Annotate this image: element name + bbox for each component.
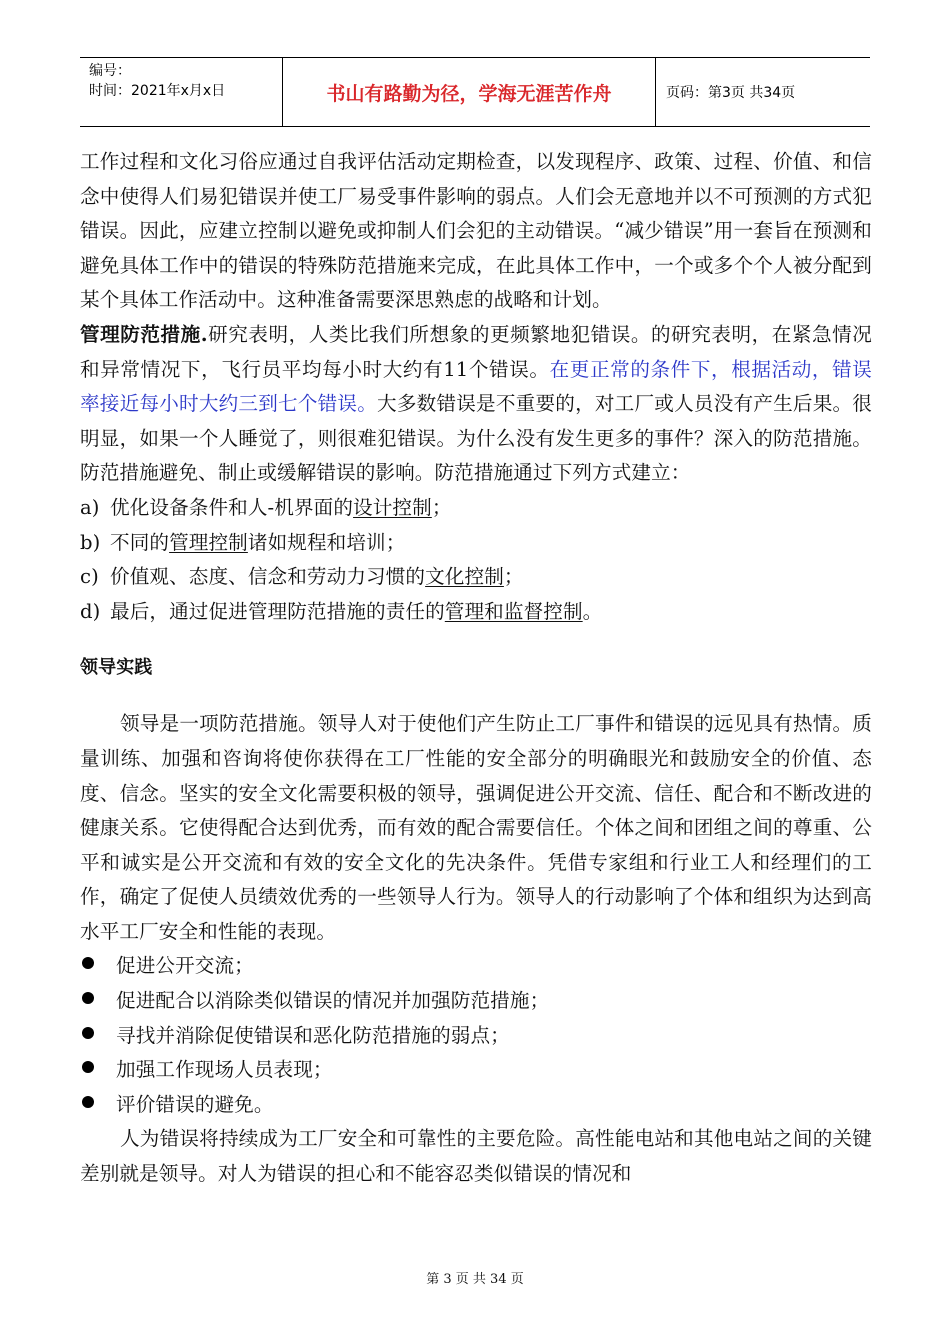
list-text: 优化设备条件和人-机界面的 bbox=[110, 495, 354, 519]
bullet-icon bbox=[82, 1061, 94, 1073]
bullet-item bbox=[80, 1053, 872, 1088]
list-text: 。 bbox=[582, 599, 603, 623]
paragraph-lead-term: 管理防范措施. bbox=[80, 322, 208, 346]
list-marker: a) bbox=[80, 495, 100, 519]
paragraph-self-assessment: 工作过程和文化习俗应通过自我评估活动定期检查，以发现程序、政策、过程、价值、和信念中使得人们易犯错误并使工厂易受事件影响的弱点。人们会无意地并以不可预测的方式犯错误。因此，应建立控制以避免或抑制人们会犯的主动错误。“减少错误”用一套旨在预测和避免具体工作中的错误的特殊防范措施来完成，在此具体工作中，一个或多个个人被分配到某个具体工作活动中。这种准备需要深思熟虑的战略和计划。 bbox=[80, 150, 872, 312]
header-page-number: 页码：第3页 共34页 bbox=[666, 85, 796, 101]
bullet-item bbox=[80, 949, 872, 984]
paragraph-text: 大多数错误是不重要的，对工厂或人员没有产生后果。很明显，如果一个人睡觉了，则很难犯错误。为什么没有发生更多的事件？深入的防范措施。防范措施避免、制止或缓解错误的影响。防范措施通过下列方式建立： bbox=[80, 392, 873, 485]
document-time-label: 时间：2021年x月x日 bbox=[89, 83, 226, 99]
bullet-text: 加强工作现场人员表现； bbox=[116, 1058, 333, 1082]
bullet-text: 寻找并消除促使错误和恶化防范措施的弱点； bbox=[116, 1023, 510, 1047]
list-text: 诸如规程和培训； bbox=[247, 530, 406, 554]
bullet-item bbox=[80, 984, 872, 1019]
bullet-text: 促进公开交流； bbox=[116, 954, 254, 978]
list-marker: d) bbox=[80, 599, 101, 623]
bullet-icon bbox=[82, 992, 94, 1004]
header-meta bbox=[80, 58, 282, 126]
list-marker: b) bbox=[80, 530, 101, 554]
paragraph-text: 研究表明，人类比我们所想象的更频繁地犯错误。的研究表明，在紧急情况和异常情况下，飞行员平均每小时大约有11个错误。 bbox=[80, 322, 872, 381]
list-text: 不同的 bbox=[110, 530, 170, 554]
bullet-text: 促进配合以消除类似错误的情况并加强防范措施； bbox=[116, 989, 550, 1013]
underlined-term: 文化控制 bbox=[425, 565, 504, 589]
list-item bbox=[80, 491, 872, 526]
list-text: 价值观、态度、信念和劳动力习惯的 bbox=[110, 565, 426, 589]
page-header bbox=[80, 57, 870, 127]
bullet-icon bbox=[82, 1027, 94, 1039]
underlined-term: 管理控制 bbox=[169, 530, 248, 554]
bullet-icon bbox=[82, 1096, 94, 1108]
header-motto: 书山有路勤为径，学海无涯苦作舟 bbox=[282, 58, 656, 126]
bullet-text: 评价错误的避免。 bbox=[116, 1092, 274, 1116]
underlined-term: 设计控制 bbox=[353, 495, 432, 519]
underlined-term: 管理和监督控制 bbox=[444, 599, 583, 623]
list-text: ； bbox=[503, 565, 524, 589]
list-text: 最后，通过促进管理防范措施的责任的 bbox=[110, 599, 445, 623]
bullet-icon bbox=[82, 957, 94, 969]
list-item bbox=[80, 560, 872, 595]
document-number-label: 编号： bbox=[89, 63, 131, 79]
list-text: ； bbox=[431, 495, 452, 519]
document-body bbox=[80, 145, 872, 1192]
paragraph-human-error: 人为错误将持续成为工厂安全和可靠性的主要危险。高性能电站和其他电站之间的关键差别就是领导。对人为错误的担心和不能容忍类似错误的情况和 bbox=[80, 1127, 872, 1186]
page-footer: 第 3 页 共 34 页 bbox=[426, 1272, 524, 1287]
bullet-item bbox=[80, 1088, 872, 1123]
highlighted-text: 在更正常的条件下，根据活动，错误率接近每小时大约三到七个错误。 bbox=[80, 357, 872, 416]
list-marker: c) bbox=[80, 565, 99, 589]
section-heading: 领导实践 bbox=[80, 657, 153, 679]
list-item bbox=[80, 526, 872, 561]
paragraph-leadership: 领导是一项防范措施。领导人对于使他们产生防止工厂事件和错误的远见具有热情。质量训练、加强和咨询将使你获得在工厂性能的安全部分的明确眼光和鼓励安全的价值、态度、信念。坚实的安全文化需要积极的领导，强调促进公开交流、信任、配合和不断改进的健康关系。它使得配合达到优秀，而有效的配合需要信任。个体之间和团组之间的尊重、公平和诚实是公开交流和有效的安全文化的先决条件。凭借专家组和行业工人和经理们的工作，确定了促使人员绩效优秀的一些领导人行为。领导人的行动影响了个体和组织为达到高水平工厂安全和性能的表现。 bbox=[80, 712, 872, 943]
list-item bbox=[80, 595, 872, 630]
bullet-item bbox=[80, 1019, 872, 1054]
paragraph-management-defenses bbox=[80, 318, 872, 491]
